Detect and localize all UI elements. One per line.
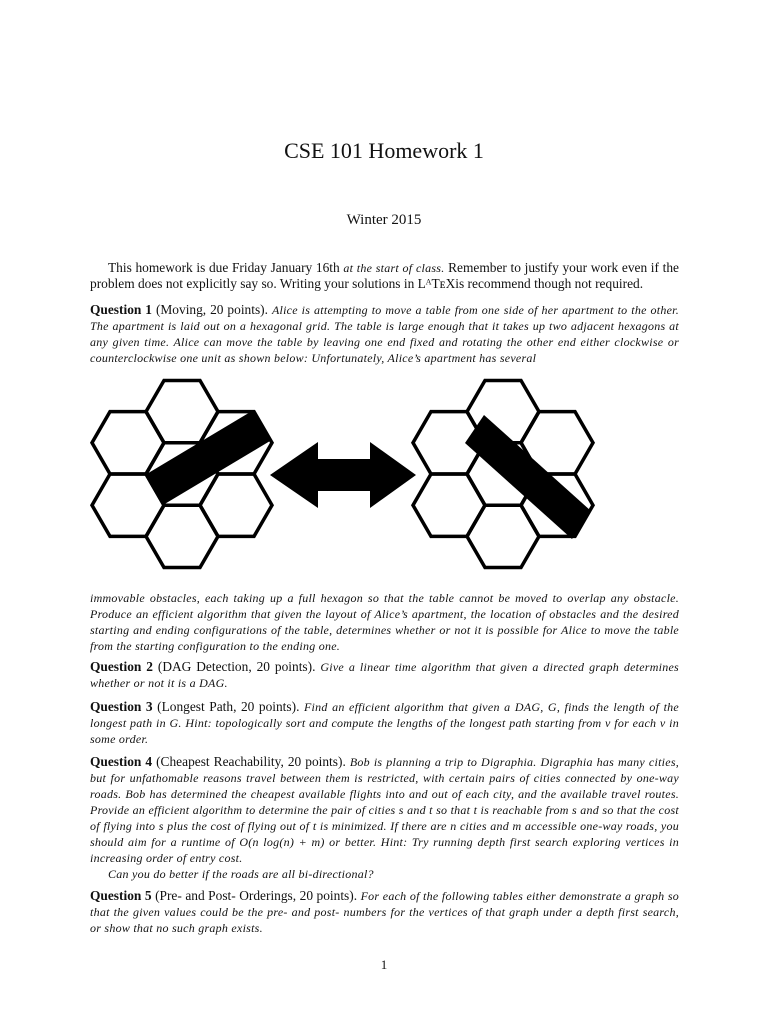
- question-label: Question 2: [90, 659, 153, 674]
- question-body: Give a linear time algorithm that given a directed graph determines whether or not it is a DAG.: [90, 660, 679, 690]
- question-meta: (Longest Path, 20 points).: [157, 699, 300, 714]
- double-arrow-icon: [270, 442, 416, 508]
- question-label: Question 1: [90, 302, 152, 317]
- question-label: Question 3: [90, 699, 153, 714]
- question-body: For each of the following tables either demonstrate a graph so that the given values could be the pre- and post- numbers for the vertices of that graph under a depth first search, or show that no such graph exists.: [90, 889, 679, 935]
- page-number: 1: [380, 957, 388, 972]
- intro-italic: at the start of class.: [343, 261, 445, 275]
- question-body: Find an efficient algorithm that given a DAG, G, finds the length of the longest path in G. Hint: topologically sort and compute the lengths of the longest path starting from v for each v in some order.: [90, 700, 680, 746]
- question-4: [90, 754, 679, 882]
- question-followup: Can you do better if the roads are all bi-directional?: [108, 867, 374, 881]
- question-meta: (Moving, 20 points).: [155, 302, 268, 317]
- question-2: [90, 659, 679, 691]
- intro-paragraph: [90, 260, 679, 292]
- question-label: Question 4: [90, 754, 153, 769]
- question-1-intro: [90, 302, 679, 366]
- question-label: Question 5: [90, 888, 152, 903]
- intro-text: This homework is due Friday January 16th: [108, 260, 344, 275]
- hexagon-rotation-figure: [80, 375, 600, 575]
- question-meta: (DAG Detection, 20 points).: [157, 659, 316, 674]
- question-meta: (Cheapest Reachability, 20 points).: [156, 754, 346, 769]
- intro-text-after: Remember to justify your work even if the problem does not explicitly say so. Writing your solutions in LᴬTᴇXis recommend though not required.: [90, 260, 680, 291]
- question-body: Bob is planning a trip to Digraphia. Digraphia has many cities, but for unfathomable reasons travel between them is restricted, with certain pairs of cities connected by one-way roads. Bob has determined the cheapest available flights into and out of each city, and the available travel routes. Provide an efficient algorithm to determine the pair of cities s and t so that t is reachable from s and so that the cost of flying into s plus the cost of flying out of t is minimized. If there are n cities and m accessible one-way roads, you should aim for a runtime of O(n log(n) + m) or better. Hint: Try running depth first search exploring vertices in increasing order of entry cost.: [90, 755, 679, 865]
- document-title: CSE 101 Homework 1: [284, 138, 484, 163]
- question-3: [90, 699, 679, 747]
- document-term: Winter 2015: [346, 212, 422, 228]
- question-body: Alice is attempting to move a table from one side of her apartment to the other. The apartment is laid out on a hexagonal grid. The table is large enough that it takes up two adjacent hexagons at any given time. Alice can move the table by leaving one end fixed and rotating the other end either clockwise or counterclockwise one unit as shown below: Unfortunately, Alice’s apartment has several: [90, 303, 679, 365]
- question-5: [90, 888, 679, 936]
- hexagon-cell-3: [413, 474, 485, 536]
- question-body-continued: immovable obstacles, each taking up a full hexagon so that the table cannot be moved to overlap any obstacle. Produce an efficient algorithm that given the layout of Alice’s apartment, the location of obstacles and the desired starting and ending configurations of the table, determines whether or not it is possible for Alice to move the table from the starting configuration to the ending one.: [90, 591, 679, 653]
- question-1-continued: [90, 590, 679, 654]
- question-meta: (Pre- and Post- Orderings, 20 points).: [155, 888, 358, 903]
